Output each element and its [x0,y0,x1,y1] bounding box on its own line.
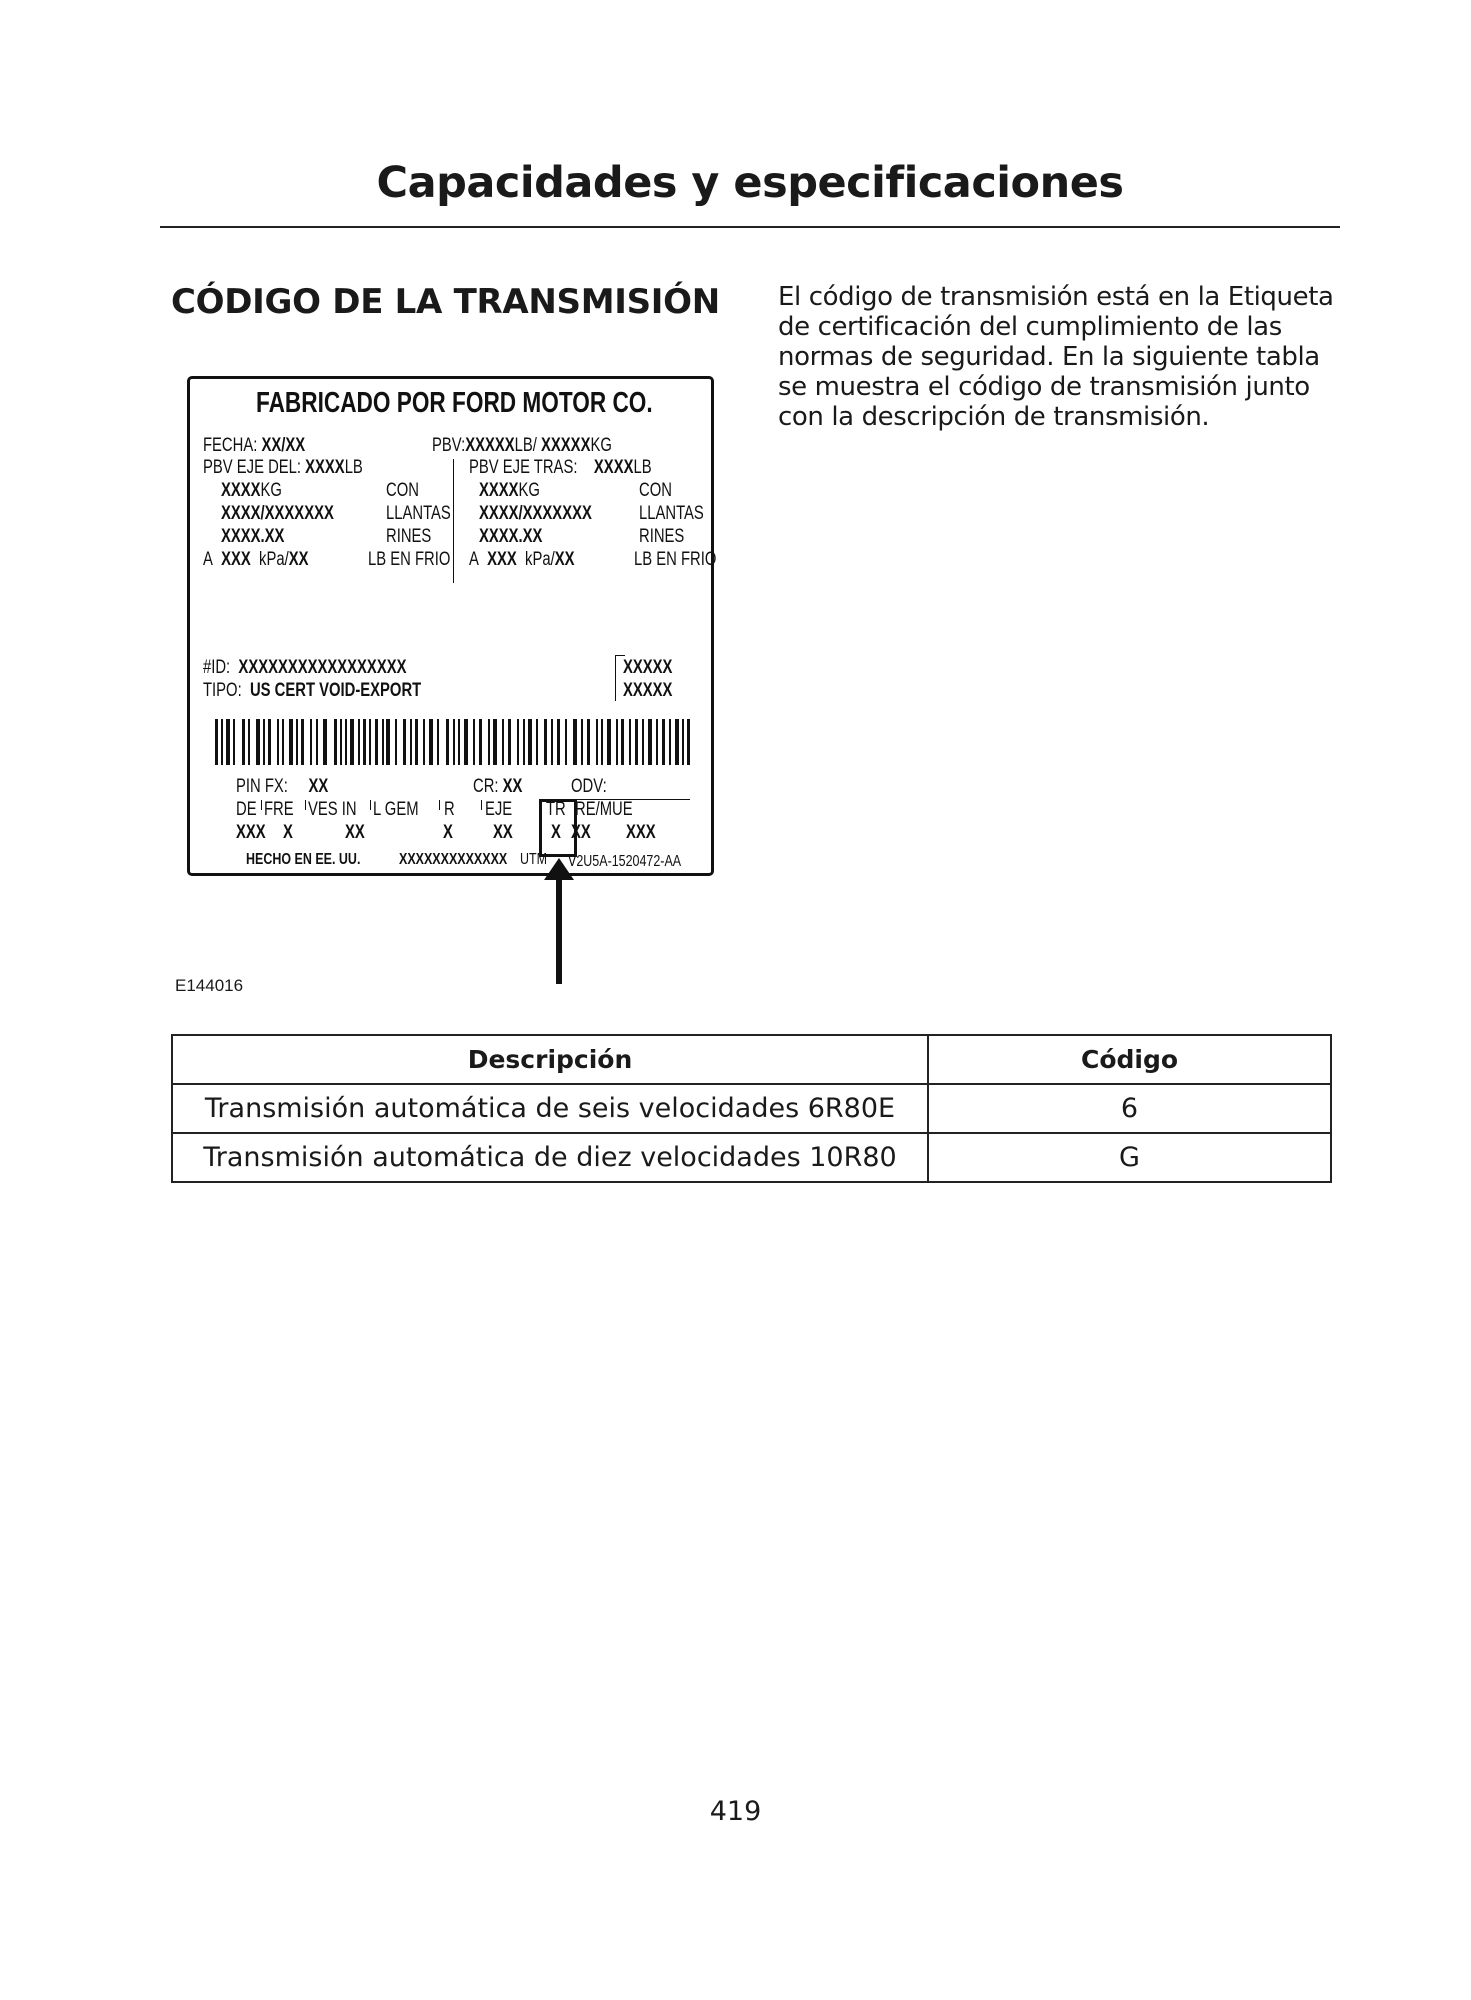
label-col-ves-in: VES IN [308,799,357,820]
label-rear-rim: XXXX.XX [479,526,543,547]
label-rear-kg: XXXXKG [479,480,540,501]
label-rear-lb-en-frio: LB EN FRIO [634,549,717,570]
section-intro: El código de transmisión está en la Etiqueta de certificación del cumplimiento de las normas de seguridad. En la siguiente tabla se muestra el código de transmisión junto con la descripción de transmisión. [778,282,1334,432]
header-divider [160,226,1340,228]
label-val-fre: X [283,822,293,843]
label-fecha: FECHA: XX/XX [203,435,306,456]
label-box-bracket [615,655,616,701]
label-col-eje: EJE [485,799,513,820]
label-val-re: XX [571,822,591,843]
label-val-r: X [443,822,453,843]
label-box-bracket-top [615,655,625,656]
table-row [172,1084,1331,1133]
label-col-tr: TR [546,799,566,820]
label-utm: UTM [520,851,548,868]
label-col-re-mue: RE/MUE [575,799,633,820]
label-rear-llantas: LLANTAS [639,503,704,524]
label-col-l-gem: L GEM [373,799,419,820]
label-col-tick [305,800,306,810]
label-manufacturer: FABRICADO POR FORD MOTOR CO. [256,387,653,419]
label-front-rines: RINES [386,526,432,547]
label-rear-axle: PBV EJE TRAS: XXXXLB [469,457,652,478]
table-cell-code: G [928,1133,1331,1182]
label-rear-tire: XXXX/XXXXXXX [479,503,592,524]
label-val-eje: XX [493,822,513,843]
table-cell-description: Transmisión automática de diez velocidades 10R80 [172,1133,928,1182]
label-col-tick [481,800,482,810]
label-front-con: CON [386,480,419,501]
label-pbv: PBV:XXXXXLB/ XXXXXKG [432,435,612,456]
label-id: #ID: XXXXXXXXXXXXXXXXX [203,657,407,678]
table-row [172,1133,1331,1182]
label-front-kg: XXXXKG [221,480,282,501]
label-front-tire: XXXX/XXXXXXX [221,503,334,524]
label-rear-con: CON [639,480,672,501]
label-front-lb-en-frio: LB EN FRIO [368,549,451,570]
label-serial: XXXXXXXXXXXXX [399,851,508,868]
label-axle-divider [453,459,454,583]
label-col-tick [261,800,262,810]
label-hecho: HECHO EN EE. UU. [246,851,361,868]
column-header-code: Código [928,1035,1331,1084]
page-number: 419 [709,1796,762,1827]
table-cell-code: 6 [928,1084,1331,1133]
label-val-ves-in: XX [345,822,365,843]
table-cell-description: Transmisión automática de seis velocidades 6R80E [172,1084,928,1133]
label-col-fre: FRE [264,799,294,820]
up-arrow-icon [544,858,574,984]
page-header-title: Capacidades y especificaciones [376,158,1124,208]
label-box-value-2: XXXXX [623,680,673,701]
label-cr: CR: XX [473,776,523,797]
label-val-mue: XXX [626,822,656,843]
label-pin: PIN FX: XX [236,776,329,797]
label-box-value-1: XXXXX [623,657,673,678]
transmission-code-highlight-box [539,799,577,857]
label-part-number: ∇2U5A-1520472-AA [568,853,682,870]
figure-code: E144016 [175,976,244,995]
label-col-tick [370,800,371,810]
label-rear-rines: RINES [639,526,685,547]
label-col-de: DE [236,799,257,820]
label-front-axle: PBV EJE DEL: XXXXLB [203,457,363,478]
transmission-code-table [171,1034,1332,1183]
label-odv: ODV: [571,776,607,797]
section-title: CÓDIGO DE LA TRANSMISIÓN [171,282,720,322]
label-front-pressure: A XXX kPa/XX [203,549,309,570]
label-tipo: TIPO: US CERT VOID-EXPORT [203,680,422,701]
certification-label-illustration [187,376,717,876]
barcode-graphic [215,719,693,765]
column-header-description: Descripción [172,1035,928,1084]
label-rear-pressure: A XXX kPa/XX [469,549,575,570]
label-val-tr: X [551,822,561,843]
table-header-row [172,1035,1331,1084]
label-front-rim: XXXX.XX [221,526,285,547]
label-col-tick [439,800,440,810]
label-front-llantas: LLANTAS [386,503,451,524]
label-val-de: XXX [236,822,266,843]
label-col-r: R [444,799,455,820]
